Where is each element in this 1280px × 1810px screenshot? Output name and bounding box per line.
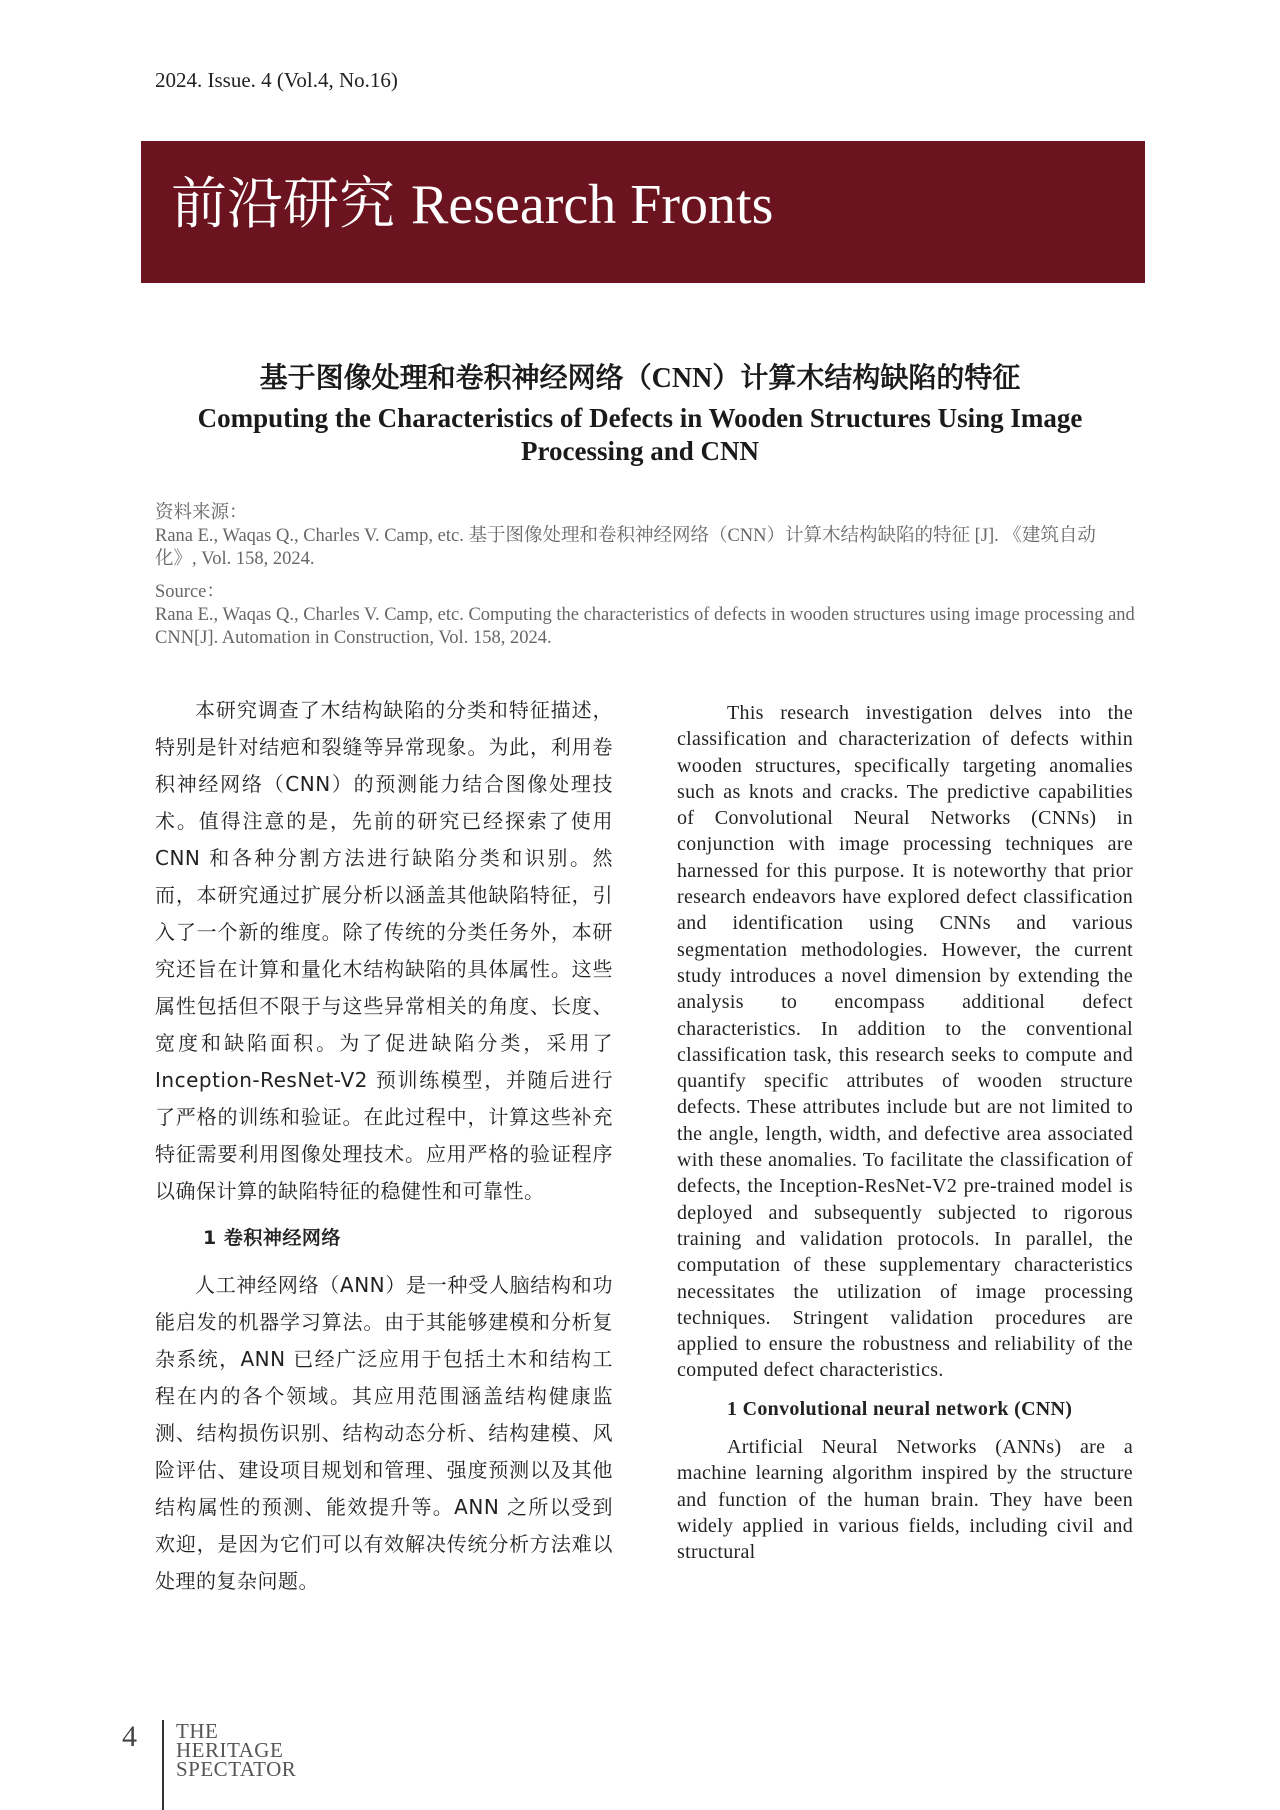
en-paragraph-1: This research investigation delves into the classification and characterization of defects within wooden structures, specifically targeting anomalies such as knots and cracks. The predictive capabilities of Convolutional Neural Networks (CNNs) in conjunction with image processing techniques are harnessed for this purpose. It is noteworthy that prior research endeavors have explored defect classification and identification using CNNs and various segmentation methodologies. However, the current study introduces a novel dimension by extending the analysis to encompass additional defect characteristics. In addition to the conventional classification task, this research seeks to compute and quantify specific attributes of wooden structure defects. These attributes include but are not limited to the angle, length, width, and defective area associated with these anomalies. To facilitate the classification of defects, the Inception-ResNet-V2 pre-trained model is deployed and subsequently subjected to rigorous training and validation protocols. In parallel, the computation of these supplementary characteristics necessitates the utilization of image processing techniques. Stringent validation procedures are applied to ensure the robustness and reliability of the computed defect characteristics. — [677, 702, 1133, 1382]
en-paragraph-2: Artificial Neural Networks (ANNs) are a machine learning algorithm inspired by the structure and function of the human brain. They have been widely applied in various fields, including civil and structural — [677, 1436, 1133, 1564]
source-block — [155, 502, 1135, 650]
source-en-citation: Rana E., Waqas Q., Charles V. Camp, etc. Computing the characteristics of defects in wooden structures using image processing and CNN[J]. Automation in Construction, Vol. 158, 2024. — [155, 605, 1135, 648]
logo-line-3: SPECTATOR — [176, 1757, 297, 1781]
issue-info: 2024. Issue. 4 (Vol.4, No.16) — [155, 68, 398, 92]
source-zh-citation: Rana E., Waqas Q., Charles V. Camp, etc. 基于图像处理和卷积神经网络（CNN）计算木结构缺陷的特征 [J]. 《建筑自动化》, Vol. 158, 2024. — [155, 526, 1096, 569]
zh-paragraph-1: 本研究调查了木结构缺陷的分类和特征描述，特别是针对结疤和裂缝等异常现象。为此，利用卷积神经网络（CNN）的预测能力结合图像处理技术。值得注意的是，先前的研究已经探索了使用 CNN 和各种分割方法进行缺陷分类和识别。然而，本研究通过扩展分析以涵盖其他缺陷特征，引入了一个新的维度。除了传统的分类任务外，本研究还旨在计算和量化木结构缺陷的具体属性。这些属性包括但不限于与这些异常相关的角度、长度、宽度和缺陷面积。为了促进缺陷分类，采用了 Inception-ResNet-V2 预训练模型，并随后进行了严格的训练和验证。在此过程中，计算这些补充特征需要利用图像处理技术。应用严格的验证程序以确保计算的缺陷特征的稳健性和可靠性。 — [155, 698, 613, 1203]
footer-divider — [162, 1720, 164, 1810]
publication-logo — [176, 1719, 297, 1781]
logo-line-1: THE — [176, 1719, 219, 1743]
source-en-label: Source： — [155, 582, 225, 602]
section-title — [171, 174, 774, 236]
english-column — [677, 700, 1133, 1566]
page-number: 4 — [122, 1720, 137, 1753]
zh-paragraph-2: 人工神经网络（ANN）是一种受人脑结构和功能启发的机器学习算法。由于其能够建模和分析复杂系统，ANN 已经广泛应用于包括土木和结构工程在内的各个领域。其应用范围涵盖结构健康监测、结构损伤识别、结构动态分析、结构建模、风险评估、建设项目规划和管理、强度预测以及其他结构属性的预测、能效提升等。ANN 之所以受到欢迎，是因为它们可以有效解决传统分析方法难以处理的复杂问题。 — [155, 1273, 613, 1593]
section-title-en: Research Fronts — [411, 174, 774, 236]
article-title-en: Computing the Characteristics of Defects in Wooden Structures Using Image Processing and CNN — [197, 403, 1083, 466]
en-section-heading: 1 Convolutional neural network (CNN) — [727, 1397, 1073, 1420]
chinese-column — [155, 692, 613, 1600]
zh-section-heading: 1 卷积神经网络 — [203, 1227, 341, 1249]
section-banner — [141, 141, 1145, 283]
section-title-zh: 前沿研究 — [171, 174, 395, 236]
article-title-zh: 基于图像处理和卷积神经网络（CNN）计算木结构缺陷的特征 — [259, 363, 1021, 394]
logo-line-2: HERITAGE — [176, 1738, 284, 1762]
source-zh-label: 资料来源： — [155, 503, 248, 523]
